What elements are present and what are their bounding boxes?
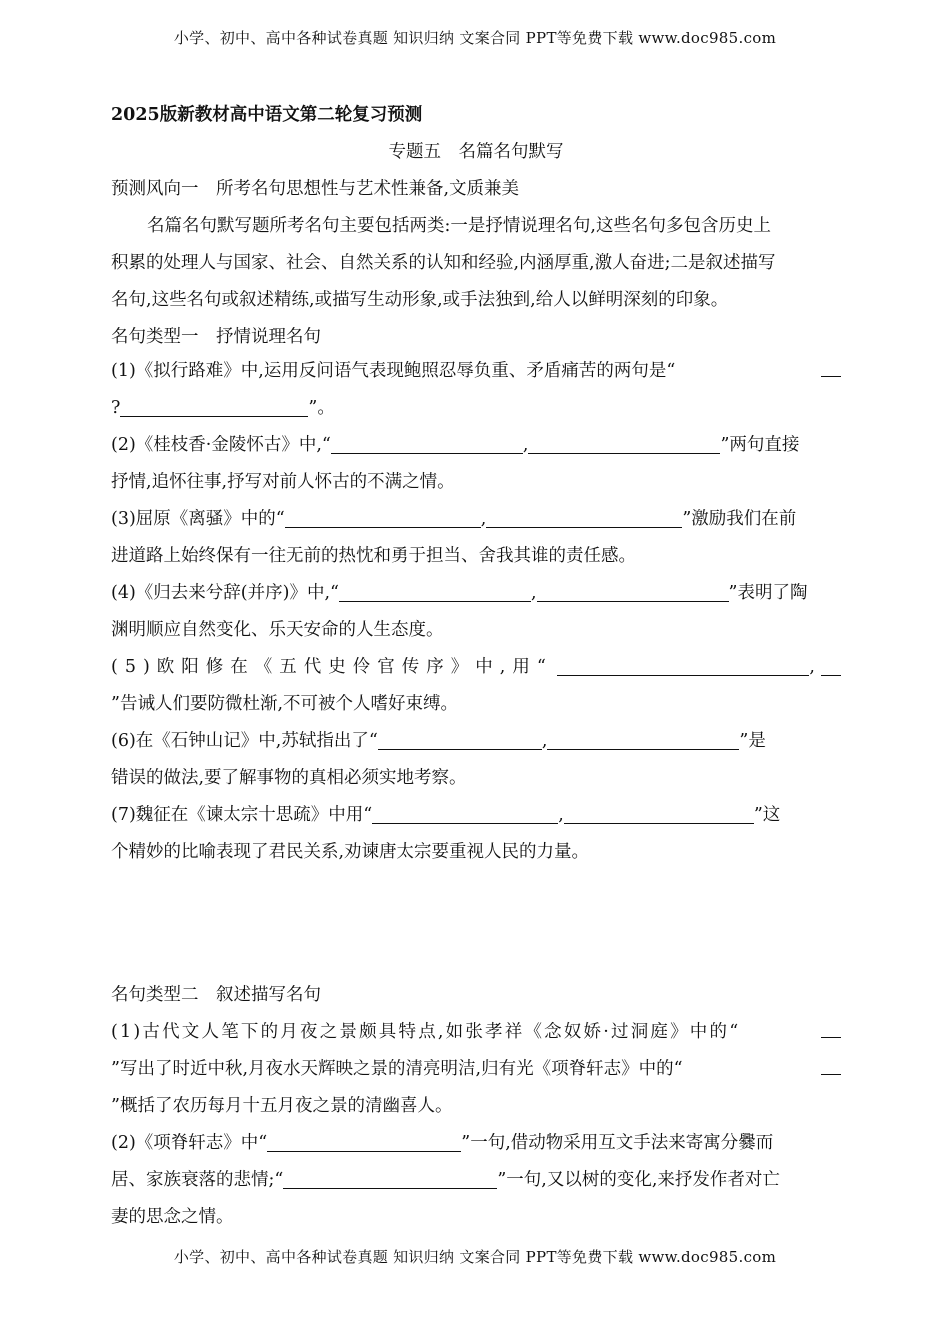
- page-footer: 小学、初中、高中各种试卷真题 知识归纳 文案合同 PPT等免费下载 www.doc985.com: [173, 1248, 777, 1266]
- p2-tail-2: ”一句,又以树的变化,来抒发作者对亡: [497, 1170, 780, 1190]
- q4-blank-1[interactable]: [339, 581, 531, 602]
- q6-tail: ”是: [739, 731, 766, 751]
- question-3-cont: 进道路上始终保有一往无前的热忱和勇于担当、舍我其谁的责任感。: [111, 546, 636, 566]
- question-2: [111, 430, 841, 460]
- intro-line-1: 名篇名句默写题所考名句主要包括两类:一是抒情说理名句,这些名句多包含历史上: [147, 216, 771, 236]
- q4-text: (4)《归去来兮辞(并序)》中,“: [111, 583, 339, 603]
- question-1-cont: [111, 393, 841, 423]
- passage-1-line-3: ”概括了农历每月十五月夜之景的清幽喜人。: [111, 1096, 453, 1116]
- q6-text: (6)在《石钟山记》中,苏轼指出了“: [111, 731, 378, 751]
- q2-sep: ,: [522, 435, 529, 455]
- q6-blank-2[interactable]: [547, 729, 739, 750]
- q5-blank-2[interactable]: [821, 655, 841, 676]
- type1-heading: 名句类型一 抒情说理名句: [111, 327, 321, 347]
- q3-text: (3)屈原《离骚》中的“: [111, 509, 285, 529]
- question-5-cont: ”告诫人们要防微杜渐,不可被个人嗜好束缚。: [111, 694, 459, 714]
- q7-blank-2[interactable]: [564, 803, 754, 824]
- q2-tail: ”两句直接: [720, 435, 800, 455]
- question-2-cont: 抒情,追怀往事,抒写对前人怀古的不满之情。: [111, 472, 455, 492]
- passage-2: [111, 1128, 841, 1158]
- q7-sep: ,: [558, 805, 564, 825]
- passage-2-line-3: 妻的思念之情。: [111, 1207, 234, 1227]
- passage-2-line-2: [111, 1165, 841, 1195]
- q3-blank-2[interactable]: [486, 507, 682, 528]
- q7-blank-1[interactable]: [372, 803, 558, 824]
- q1-end: ”。: [308, 398, 335, 418]
- q2-blank-1[interactable]: [331, 433, 523, 454]
- question-1: [111, 356, 841, 386]
- p1-blank-2[interactable]: [821, 1054, 841, 1075]
- q1-blank-1[interactable]: [821, 356, 841, 377]
- q4-tail: ”表明了陶: [728, 583, 808, 603]
- intro-line-2: 积累的处理人与国家、社会、自然关系的认知和经验,内涵厚重,激人奋进;二是叙述描写: [111, 253, 776, 273]
- q1-mark: ?: [111, 398, 121, 418]
- p1-text-2: ”写出了时近中秋,月夜水天辉映之景的清亮明洁,归有光《项脊轩志》中的“: [111, 1059, 683, 1079]
- question-4: [111, 578, 841, 608]
- q5-text: (5)欧阳修在《五代史伶官传序》中,用“: [111, 657, 553, 677]
- question-6: [111, 726, 841, 756]
- question-4-cont: 渊明顺应自然变化、乐天安命的人生态度。: [111, 620, 444, 640]
- p1-blank-1[interactable]: [821, 1017, 841, 1038]
- question-6-cont: 错误的做法,要了解事物的真相必须实地考察。: [111, 768, 467, 788]
- q2-blank-2[interactable]: [528, 433, 720, 454]
- q4-sep: ,: [530, 583, 537, 603]
- q5-sep: ,: [809, 657, 815, 677]
- q7-tail: ”这: [753, 805, 781, 825]
- question-7-cont: 个精妙的比喻表现了君民关系,劝谏唐太宗要重视人民的力量。: [111, 842, 590, 862]
- q4-blank-2[interactable]: [537, 581, 729, 602]
- question-3: [111, 504, 841, 534]
- q5-blank-1[interactable]: [557, 655, 809, 676]
- p1-text: (1)古代文人笔下的月夜之景颇具特点,如张孝祥《念奴娇·过洞庭》中的“: [111, 1022, 741, 1042]
- doc-subtitle: 专题五 名篇名句默写: [388, 142, 564, 162]
- p2-text: (2)《项脊轩志》中“: [111, 1133, 268, 1153]
- p2-blank-1[interactable]: [267, 1131, 461, 1152]
- page-header: 小学、初中、高中各种试卷真题 知识归纳 文案合同 PPT等免费下载 www.doc985.com: [173, 29, 777, 47]
- question-7: [111, 800, 841, 830]
- intro-line-3: 名句,这些名句或叙述精练,或描写生动形象,或手法独到,给人以鲜明深刻的印象。: [111, 290, 729, 310]
- q3-tail: ”激励我们在前: [682, 509, 797, 529]
- section-heading-1: 预测风向一 所考名句思想性与艺术性兼备,文质兼美: [111, 179, 520, 199]
- q1-text: (1)《拟行路难》中,运用反问语气表现鲍照忍辱负重、矛盾痛苦的两句是“: [111, 361, 676, 381]
- type2-heading: 名句类型二 叙述描写名句: [111, 985, 321, 1005]
- p2-text-2: 居、家族衰落的悲情;“: [111, 1170, 284, 1190]
- q2-text: (2)《桂枝香·金陵怀古》中,“: [111, 435, 331, 455]
- passage-1: [111, 1017, 841, 1047]
- q3-blank-1[interactable]: [285, 507, 481, 528]
- p2-blank-2[interactable]: [283, 1168, 497, 1189]
- q1-blank-2[interactable]: [120, 396, 308, 417]
- question-5: [111, 652, 841, 682]
- q6-sep: ,: [541, 731, 548, 751]
- q3-sep: ,: [480, 509, 487, 529]
- p2-tail: ”一句,借动物采用互文手法来寄寓分爨而: [461, 1133, 774, 1153]
- q7-text: (7)魏征在《谏太宗十思疏》中用“: [111, 805, 373, 825]
- q6-blank-1[interactable]: [378, 729, 542, 750]
- doc-title: 2025版新教材高中语文第二轮复习预测: [111, 105, 423, 125]
- passage-1-line-2: [111, 1054, 841, 1084]
